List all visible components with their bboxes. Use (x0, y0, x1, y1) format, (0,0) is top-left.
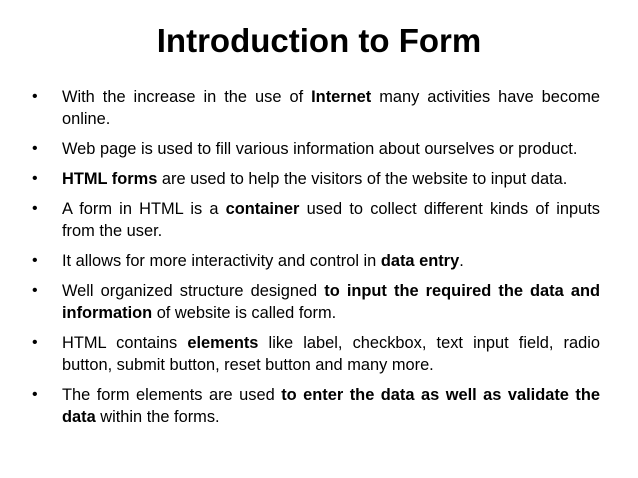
bullet-list (32, 86, 600, 436)
bullet-dot-icon: • (32, 386, 38, 403)
bullet-dot-icon: • (32, 140, 38, 157)
bullet-plain-text: like label, checkbox, text input field, radio button, submit button, reset button and many more. (62, 334, 600, 374)
bullet-plain-text: It allows for more interactivity and control in (62, 252, 381, 270)
bullet-text (62, 88, 600, 128)
bullet-item (32, 138, 600, 160)
bullet-plain-text: used to collect different kinds of inputs from the user. (62, 200, 600, 240)
bullet-dot-icon: • (32, 200, 38, 217)
bullet-plain-text: Well organized structure designed (62, 282, 325, 300)
bullet-item (32, 332, 600, 376)
bullet-bold-text: HTML forms (62, 170, 158, 188)
bullet-plain-text: The form elements are used (62, 386, 282, 404)
bullet-bold-text: to enter the data as well as validate the data (62, 386, 600, 426)
bullet-item (32, 384, 600, 428)
bullet-bold-text: container (225, 200, 300, 218)
bullet-plain-text: HTML contains (62, 334, 188, 352)
bullet-item (32, 280, 600, 324)
bullet-text (62, 386, 600, 426)
bullet-item (32, 198, 600, 242)
bullet-dot-icon: • (32, 282, 38, 299)
bullet-plain-text: many activities have become online. (62, 88, 600, 128)
bullet-dot-icon: • (32, 170, 38, 187)
bullet-bold-text: to input the required the data and information (62, 282, 600, 322)
bullet-text (62, 140, 577, 158)
bullet-bold-text: Internet (311, 88, 372, 106)
bullet-text (62, 334, 600, 374)
bullet-plain-text: With the increase in the use of (62, 88, 312, 106)
bullet-bold-text: data entry (380, 252, 460, 270)
bullet-plain-text: . (459, 252, 464, 270)
bullet-dot-icon: • (32, 334, 38, 351)
bullet-item (32, 250, 600, 272)
bullet-text (62, 200, 600, 240)
bullet-plain-text: Web page is used to fill various information about ourselves or product. (62, 140, 578, 158)
bullet-plain-text: of website is called form. (152, 304, 337, 322)
bullet-plain-text: are used to help the visitors of the website to input data. (157, 170, 568, 188)
slide-title: Introduction to Form (156, 22, 482, 59)
bullet-text (62, 282, 600, 322)
bullet-item (32, 86, 600, 130)
bullet-plain-text: within the forms. (95, 408, 220, 426)
bullet-text (62, 170, 567, 188)
bullet-dot-icon: • (32, 88, 38, 105)
bullet-text (62, 252, 464, 270)
bullet-dot-icon: • (32, 252, 38, 269)
bullet-plain-text: A form in HTML is a (62, 200, 226, 218)
bullet-bold-text: elements (187, 334, 259, 352)
bullet-item (32, 168, 600, 190)
